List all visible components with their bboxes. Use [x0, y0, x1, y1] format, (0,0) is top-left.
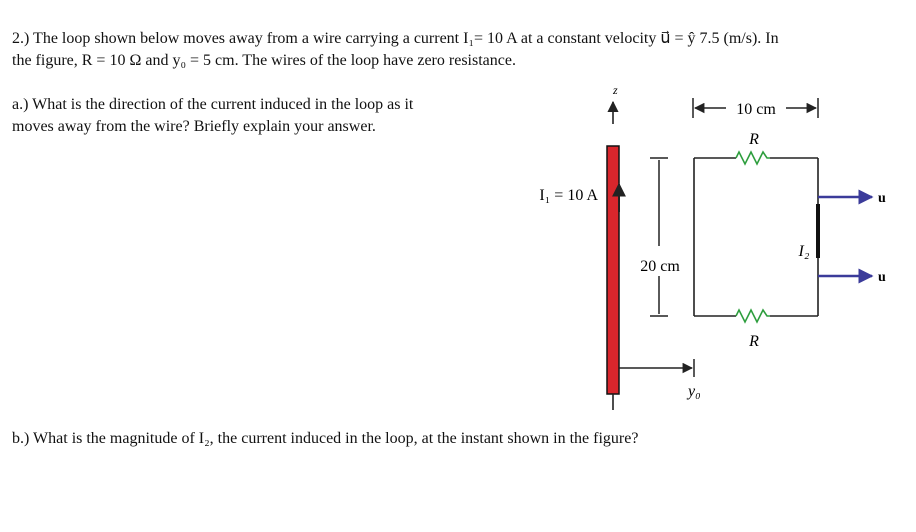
question-a [12, 94, 413, 138]
width-dimension-label: 10 cm [736, 101, 776, 118]
resistor-top-label: R [749, 131, 759, 148]
z-axis-label: z [613, 83, 618, 97]
height-dimension-label: 20 cm [640, 258, 680, 275]
problem-statement [12, 28, 779, 72]
resistor-bottom-label: R [749, 333, 759, 350]
velocity-label-bottom: u [878, 270, 886, 285]
resistor-bottom [736, 310, 770, 322]
loop-current-label: I₂ [798, 243, 810, 260]
loop-wire-figure [500, 80, 900, 420]
question-b: b.) What is the magnitude of I₂, the current induced in the loop, at the instant shown in the figure? [12, 430, 639, 447]
question-a-line-1: a.) What is the direction of the current induced in the loop as it [12, 96, 414, 113]
wire-current-label: I₁ = 10 A [539, 187, 598, 204]
velocity-label-top: u [878, 191, 886, 206]
intro-line-1: 2.) The loop shown below moves away from a wire carrying a current I₁= 10 A at a constant velocity u⃗ = ŷ 7.5 (m/s). In [12, 30, 779, 47]
question-a-line-2: moves away from the wire? Briefly explain your answer. [12, 118, 376, 135]
current-wire [607, 146, 619, 394]
offset-label: y₀ [688, 383, 701, 400]
intro-line-2: the figure, R = 10 Ω and y₀ = 5 cm. The wires of the loop have zero resistance. [12, 52, 516, 69]
resistor-top [736, 152, 770, 164]
